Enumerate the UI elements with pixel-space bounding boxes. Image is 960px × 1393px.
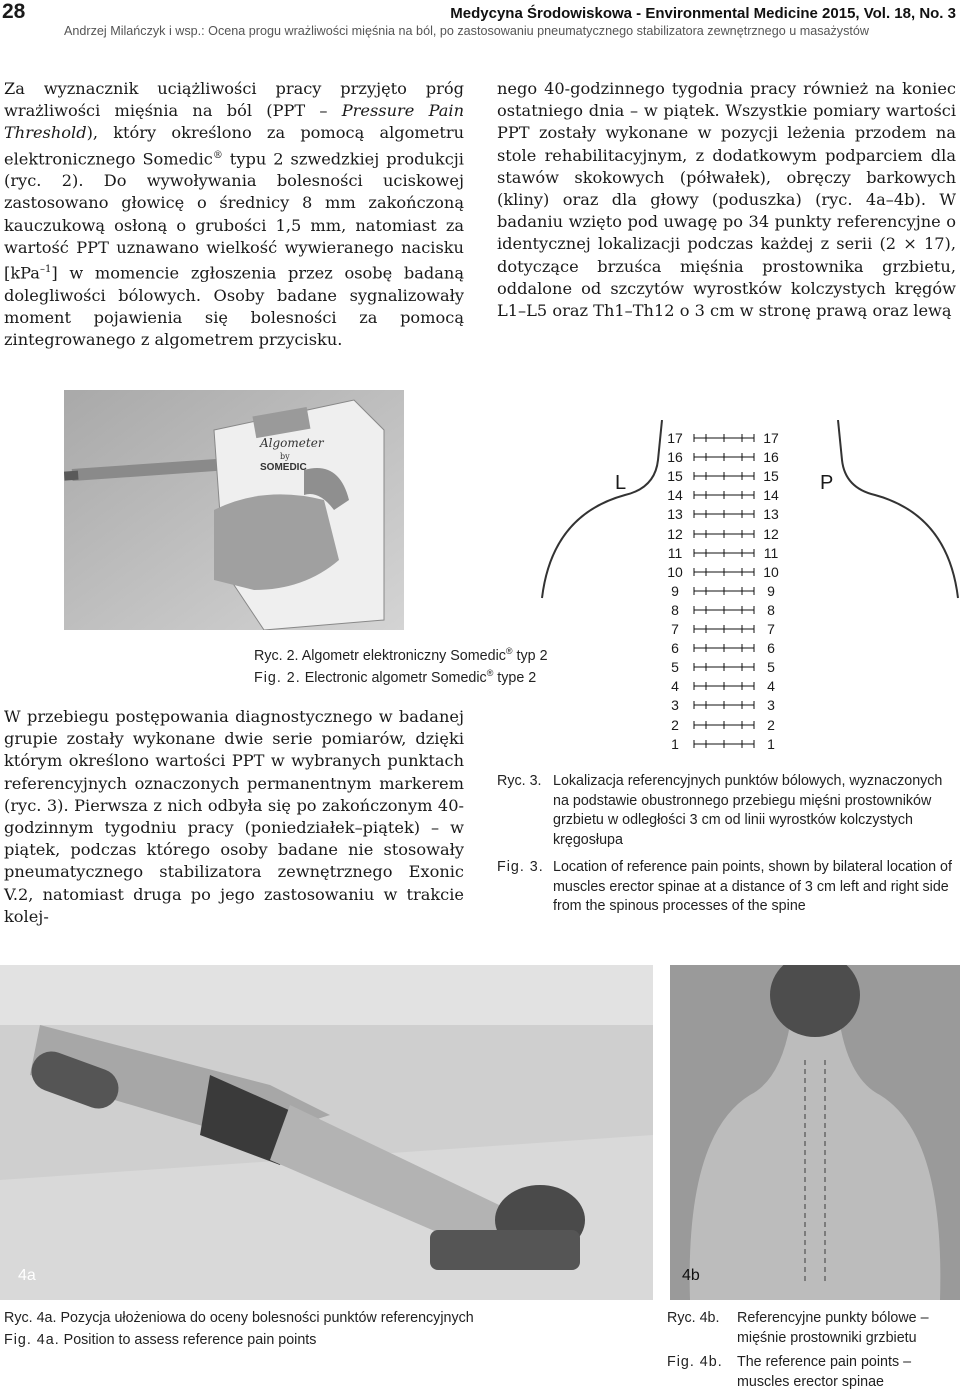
point-label-right: 2 (767, 716, 775, 733)
point-label-right: 5 (767, 659, 775, 676)
reference-point-marker (692, 699, 756, 711)
point-label-right: 13 (763, 506, 779, 523)
point-label-right: 10 (763, 563, 779, 580)
fig2-caption-pl: Ryc. 2. Algometr elektroniczny Somedic® typ 2 (254, 646, 548, 664)
point-label-right: 9 (767, 582, 775, 599)
reference-point-marker (692, 623, 756, 635)
figure-4b-tag: 4b (682, 1267, 700, 1284)
device-maker-label: SOMEDIC (260, 462, 307, 473)
point-label-right: 16 (763, 449, 779, 466)
reference-point-marker (692, 680, 756, 692)
left-side-label: L (615, 472, 627, 494)
reference-point-marker (692, 566, 756, 578)
point-label-right: 17 (763, 430, 779, 446)
fig4a-caption-en: Fig. 4a. Position to assess reference pain points (4, 1332, 317, 1348)
reference-point-marker (692, 451, 756, 463)
point-label-right: 14 (763, 487, 779, 504)
reference-point-marker (692, 432, 756, 444)
point-label-right: 12 (763, 525, 779, 542)
point-label-right: 1 (767, 735, 775, 752)
point-label-left: 17 (667, 430, 683, 446)
point-label-left: 13 (667, 506, 683, 523)
reference-point-marker (692, 604, 756, 616)
journal-title: Medycyna Środowiskowa - Environmental Medicine 2015, Vol. 18, No. 3 (450, 5, 956, 22)
point-label-right: 7 (767, 621, 775, 637)
point-label-right: 8 (767, 601, 775, 618)
point-label-left: 3 (671, 697, 679, 714)
body-paragraph-left-1: Za wyznacznik uciążliwości pracy przyjęto próg wrażliwości mięśnia na ból (PPT – Pressure Pain Threshold), który określono za pomocą algometru elektronicznego Somedic® typu 2 szwedzkiej produkcji (ryc. 2). Do wywoływania bolesności uciskowej zastosowano głowicę o średnicy 8 mm zakończoną kauczukową osłoną o grubości 1,5 mm, natomiast za wartość PPT uznawano wielkość wywieranego nacisku [kPa$^{-1}$] w momencie zgłoszenia przez osobę badaną dolegliwości bólowych. Osoby badane sygnalizowały moment pojawienia się bolesności za pomocą zintegrowanego z algometrem przycisku. (4, 79, 464, 350)
page-number: 28 (2, 0, 26, 23)
fig4b-caption-pl: Ryc. 4b. Referencyjne punkty bólowe – mięśnie prostowniki grzbietu (667, 1310, 929, 1346)
point-label-left: 6 (671, 640, 679, 657)
right-side-label: P (820, 472, 834, 494)
fig3-caption-en: Fig. 3. Location of reference pain points, shown by bilateral location of muscles erector spinae at a distance of 3 cm left and right side from the spinous processes of the spine (497, 859, 952, 914)
figure-3-diagram (540, 420, 960, 765)
reference-point-marker (692, 528, 756, 540)
body-paragraph-right-1: nego 40-godzinnego tygodnia pracy również na koniec ostatniego dnia – w piątek. Wszystkie pomiary wartości PPT zostały wykonane w pozycji leżenia przodem na stole rehabilitacyjnym, z dodatkowym podparciem dla stawów skokowych (półwałek), obręczy barkowych (kliny) oraz dla głowy (poduszka) (ryc. 4a–4b). W badaniu wzięto pod uwagę po 34 punkty referencyjne o identycznej lokalizacji podczas każdej z serii (2 × 17), dotyczące brzuśca mięśnia prostownika grzbietu, oddalone od szczytów wyrostków kolczystych kręgów L1–L5 oraz Th1–Th12 o 3 cm w stronę prawą oraz lewą (497, 79, 956, 321)
point-label-left: 8 (671, 601, 679, 618)
point-label-right: 11 (763, 544, 779, 561)
point-label-right: 4 (767, 678, 775, 695)
point-label-left: 10 (667, 563, 683, 580)
device-by-label: by (280, 452, 290, 461)
reference-point-marker (692, 738, 756, 750)
algometer-illustration (64, 390, 404, 630)
point-label-left: 11 (667, 544, 683, 561)
figure-4b-photo (670, 965, 960, 1300)
point-label-left: 14 (667, 487, 683, 504)
fig4a-caption-pl: Ryc. 4a. Pozycja ułożeniowa do oceny bolesności punktów referencyjnych (4, 1310, 474, 1326)
reference-point-marker (692, 470, 756, 482)
point-label-left: 5 (671, 659, 679, 676)
point-label-left: 9 (671, 582, 679, 599)
back-with-markings-illustration (670, 965, 960, 1300)
figure-2-photo (64, 390, 404, 630)
prone-position-illustration (0, 965, 653, 1300)
point-label-left: 7 (671, 621, 679, 637)
reference-point-marker (692, 719, 756, 731)
point-label-left: 2 (671, 716, 679, 733)
point-label-right: 15 (763, 468, 779, 485)
figure-4a-tag: 4a (18, 1267, 36, 1284)
point-label-left: 1 (671, 735, 679, 752)
reference-point-grid (540, 420, 960, 765)
point-label-left: 16 (667, 449, 683, 466)
reference-point-marker (692, 547, 756, 559)
running-title: Andrzej Milańczyk i wsp.: Ocena progu wrażliwości mięśnia na ból, po zastosowaniu pneumatycznego stabilizatora zewnętrznego u masażystów (64, 24, 869, 38)
device-brand-label: Algometer (260, 436, 324, 450)
reference-point-marker (692, 642, 756, 654)
fig2-caption-en: Fig. 2. Electronic algometr Somedic® type 2 (254, 668, 537, 686)
reference-point-marker (692, 661, 756, 673)
reference-point-marker (692, 585, 756, 597)
point-label-left: 4 (671, 678, 679, 695)
point-label-right: 6 (767, 640, 775, 657)
point-label-right: 3 (767, 697, 775, 714)
body-paragraph-left-2: W przebiegu postępowania diagnostycznego w badanej grupie zostały wykonane dwie serie pomiarów, dzięki którym określono wartości PPT w wybranych punktach referencyjnych oznaczonych permanentnym markerem (ryc. 3). Pierwsza z nich odbyła się po zakończonym 40-godzinnym tygodniu pracy (poniedziałek–piątek) – w piątek, podczas którego osoby badane nie stosowały pneumatycznego stabilizatora zewnętrznego Exonic V.2, natomiast druga po jego zastosowaniu w trakcie kolej- (4, 707, 464, 926)
reference-point-marker (692, 508, 756, 520)
figure-4a-photo (0, 965, 653, 1300)
point-label-left: 15 (667, 468, 683, 485)
reference-point-marker (692, 489, 756, 501)
fig3-caption-pl: Ryc. 3. Lokalizacja referencyjnych punktów bólowych, wyznaczonych na podstawie obustronnego przebiegu mięśni prostowników grzbietu w odległości 3 cm od linii wyrostków kolczystych kręgosłupa (497, 773, 943, 848)
point-label-left: 12 (667, 525, 683, 542)
fig4b-caption-en: Fig. 4b. The reference pain points – muscles erector spinae (667, 1354, 912, 1390)
